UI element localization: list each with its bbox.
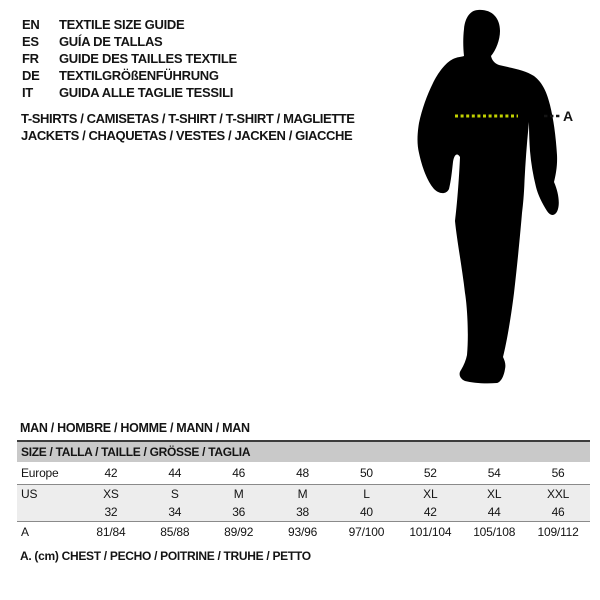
size-cell: 54: [462, 462, 526, 485]
language-row-de: [22, 67, 237, 84]
table-row-us-numeric: [17, 503, 590, 522]
size-cell: S: [170, 487, 179, 501]
man-silhouette: [405, 5, 600, 395]
size-cell: 42: [423, 505, 437, 519]
size-cell: 56: [526, 462, 590, 485]
size-cell: 105/108: [462, 522, 526, 542]
size-cell: 42: [79, 462, 143, 485]
size-table-grid: [17, 462, 590, 541]
row-label: US: [21, 487, 38, 501]
size-cell: 109/112: [526, 522, 590, 542]
man-silhouette-shape: [418, 10, 559, 383]
language-label: GUIDA ALLE TAGLIE TESSILI: [59, 85, 234, 100]
size-cell: M: [297, 487, 308, 501]
size-cell: 85/88: [143, 522, 207, 542]
language-row-es: [22, 33, 237, 50]
table-row-chest: [17, 522, 590, 542]
category-jackets: JACKETS / CHAQUETAS / VESTES / JACKEN / GIACCHE: [21, 128, 353, 143]
language-label: GUIDE DES TAILLES TEXTILE: [59, 51, 237, 66]
size-cell: XL: [423, 487, 438, 501]
size-cell: 52: [398, 462, 462, 485]
size-cell: 44: [143, 462, 207, 485]
language-code: ES: [22, 34, 39, 49]
section-heading-man: MAN / HOMBRE / HOMME / MANN / MAN: [20, 421, 250, 435]
size-cell: 32: [104, 505, 118, 519]
size-cell: 38: [296, 505, 310, 519]
language-list: [22, 16, 237, 101]
size-cell: XS: [103, 487, 119, 501]
size-table-header: SIZE / TALLA / TAILLE / GRÖSSE / TAGLIA: [17, 442, 590, 462]
language-row-en: [22, 16, 237, 33]
language-label: GUÍA DE TALLAS: [59, 34, 163, 49]
size-cell: L: [363, 487, 370, 501]
size-cell: 97/100: [335, 522, 399, 542]
table-row-europe: [17, 462, 590, 485]
size-cell: 50: [335, 462, 399, 485]
language-row-it: [22, 84, 237, 101]
language-label: TEXTILGRÖßENFÜHRUNG: [59, 68, 219, 83]
size-cell: 89/92: [207, 522, 271, 542]
category-tshirts: T-SHIRTS / CAMISETAS / T-SHIRT / T-SHIRT / MAGLIETTE: [21, 111, 355, 126]
row-label: Europe: [17, 462, 79, 485]
measure-letter-a: A: [563, 108, 574, 124]
size-cell: 44: [487, 505, 501, 519]
language-code: FR: [22, 51, 39, 66]
size-cell: 93/96: [271, 522, 335, 542]
language-code: DE: [22, 68, 40, 83]
size-cell: XL: [487, 487, 502, 501]
language-row-fr: [22, 50, 237, 67]
language-code: IT: [22, 85, 33, 100]
size-cell: 46: [207, 462, 271, 485]
size-cell: 81/84: [79, 522, 143, 542]
size-cell: 101/104: [398, 522, 462, 542]
size-cell: XXL: [547, 487, 570, 501]
table-row-us: [17, 485, 590, 504]
size-cell: 36: [232, 505, 246, 519]
size-cell: 40: [359, 505, 373, 519]
language-label: TEXTILE SIZE GUIDE: [59, 17, 185, 32]
row-label: A: [17, 522, 79, 542]
size-cell: 48: [271, 462, 335, 485]
row-label: [17, 503, 79, 522]
size-table: [17, 440, 590, 541]
size-cell: 34: [168, 505, 182, 519]
measurement-footnote: A. (cm) CHEST / PECHO / POITRINE / TRUHE / PETTO: [20, 549, 311, 563]
size-cell: M: [233, 487, 244, 501]
size-cell: 46: [551, 505, 565, 519]
language-code: EN: [22, 17, 40, 32]
category-lines: [21, 110, 355, 144]
